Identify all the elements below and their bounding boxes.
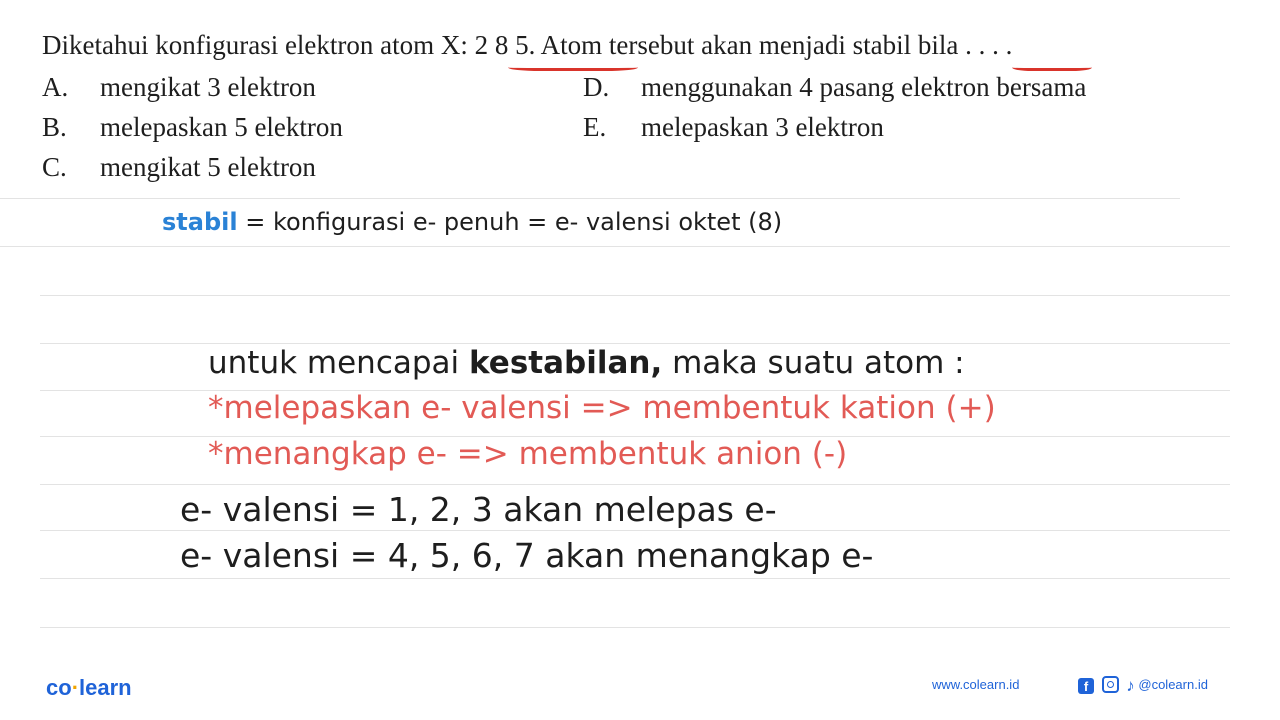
question-text <box>42 30 1012 61</box>
colearn-logo <box>46 675 132 701</box>
option-letter: E. <box>583 112 607 142</box>
stabil-underline <box>1012 64 1092 71</box>
option-e <box>583 112 884 143</box>
option-b <box>42 112 343 143</box>
option-text: melepaskan 3 elektron <box>641 112 884 142</box>
question-ending: bila . . . . <box>917 30 1013 60</box>
stabil-word: stabil <box>162 208 238 236</box>
note-line-3: *menangkap e- => membentuk anion (-) <box>208 436 848 472</box>
social-icons <box>1078 676 1208 696</box>
option-text: melepaskan 5 elektron <box>100 112 343 142</box>
option-letter: C. <box>42 152 67 182</box>
option-a <box>42 72 316 103</box>
note-line-1 <box>208 345 965 381</box>
facebook-icon[interactable]: f <box>1078 678 1094 694</box>
stabil-definition <box>162 208 782 236</box>
website-link[interactable]: www.colearn.id <box>932 677 1020 692</box>
stabil-def-text: = konfigurasi e- penuh = e- valensi oktet (8) <box>245 208 783 236</box>
instagram-icon[interactable] <box>1102 676 1119 693</box>
note-line-2: *melepaskan e- valensi => membentuk kation (+) <box>208 390 996 426</box>
config-underline <box>508 64 638 71</box>
note-text: maka suatu atom : <box>672 345 965 381</box>
question-intro: Diketahui konfigurasi elektron atom <box>42 30 435 60</box>
option-text: mengikat 3 elektron <box>100 72 316 102</box>
option-text: mengikat 5 elektron <box>100 152 316 182</box>
logo-dot: · <box>71 675 80 700</box>
option-letter: A. <box>42 72 69 102</box>
logo-part: co <box>46 675 72 700</box>
note-line-5: e- valensi = 4, 5, 6, 7 akan menangkap e- <box>180 536 874 575</box>
question-keyword: stabil <box>852 30 912 60</box>
option-d <box>583 72 1086 103</box>
option-c <box>42 152 316 183</box>
note-bold: kestabilan, <box>469 345 663 381</box>
electron-config: X: 2 8 5. <box>440 30 536 60</box>
note-line-4: e- valensi = 1, 2, 3 akan melepas e- <box>180 490 777 529</box>
question-middle: Atom tersebut akan menjadi <box>540 30 846 60</box>
logo-part: learn <box>79 675 132 700</box>
social-handle[interactable]: @colearn.id <box>1138 677 1208 692</box>
note-text: untuk mencapai <box>208 345 460 381</box>
option-letter: D. <box>583 72 610 102</box>
option-letter: B. <box>42 112 67 142</box>
tiktok-icon[interactable]: ♪ <box>1126 676 1135 695</box>
option-text: menggunakan 4 pasang elektron bersama <box>641 72 1087 102</box>
